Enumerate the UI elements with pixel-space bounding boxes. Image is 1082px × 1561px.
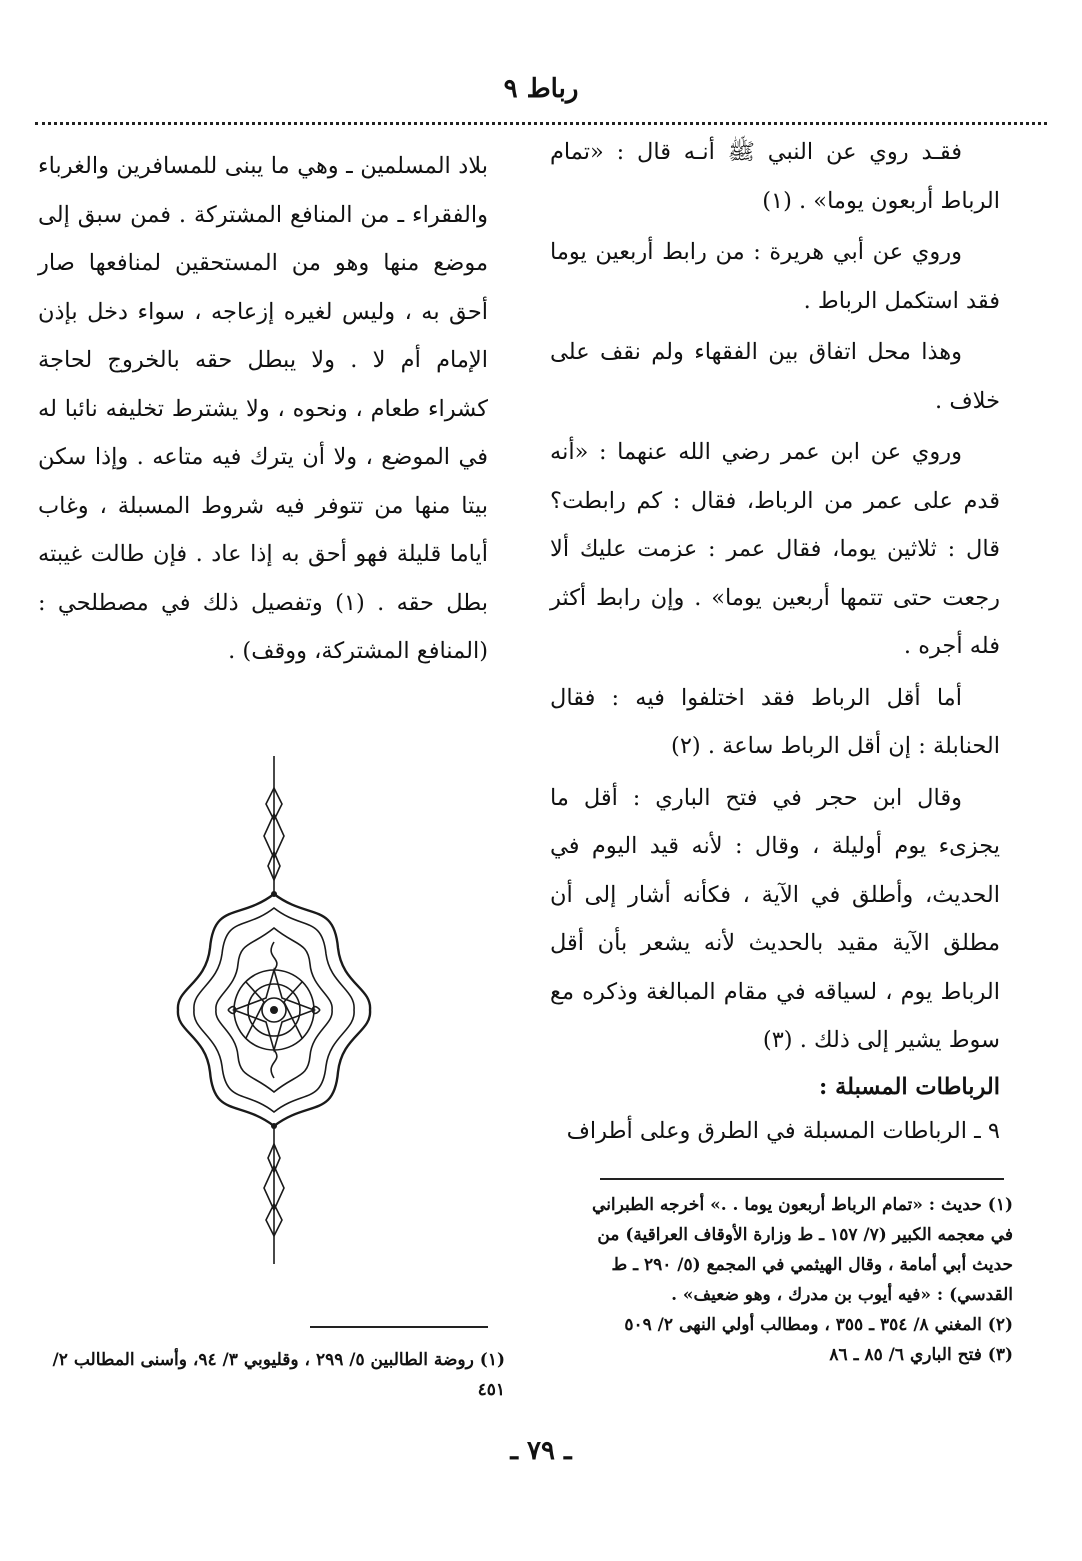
footnote-divider xyxy=(310,1326,488,1328)
footnotes-left xyxy=(50,1345,505,1405)
footnote: (١) روضة الطالبين ٥/ ٢٩٩ ، وقليوبي ٣/ ٩٤، وأسنى المطالب ٢/ ٤٥١ xyxy=(52,1350,505,1400)
paragraph: فقـد روي عن النبي ﷺ أنـه قال : «تمام الرباط أربعون يوما» . (١) xyxy=(550,139,1000,214)
page-number: ـ ٧٩ ـ xyxy=(510,1436,572,1466)
footnote: (٢) المغني ٨/ ٣٥٤ ـ ٣٥٥ ، ومطالب أولي النهى ٢/ ٥٠٩ xyxy=(624,1315,1013,1335)
paragraph: وهذا محل اتفاق بين الفقهاء ولم نقف على خلاف . xyxy=(550,339,1000,414)
section-start: ٩ ـ الرباطات المسبلة في الطرق وعلى أطراف xyxy=(566,1117,1000,1144)
footnotes-right xyxy=(565,1190,1013,1370)
arabesque-ornament-icon xyxy=(168,752,380,1272)
right-column xyxy=(550,128,1000,1153)
footnote: (٣) فتح الباري ٦/ ٨٥ ـ ٨٦ xyxy=(829,1345,1013,1365)
paragraph: بلاد المسلمين ـ وهي ما يبنى للمسافرين والغرباء والفقراء ـ من المنافع المشتركة . فمن سبق إلى موضع منها وهو من المستحقين لمنافعها صار أحق به ، وليس لغيره إزعاجه ، سواء دخل بإذن الإمام أم لا . ولا يبطل حقه بالخروج لحاجة كشراء طعام ، ونحوه ، ولا يشترط تخليفه نائبا له في الموضع ، ولا أن يترك فيه متاعه . وإذا سكن بيتا منها من تتوفر فيه شروط المسبلة ، وغاب أياما قليلة فهو أحق به إذا عاد . فإن طالت غيبته بطل حقه . (١) وتفصيل ذلك في مصطلحي : (المنافع المشتركة، ووقف) . xyxy=(38,153,488,664)
header-divider xyxy=(35,122,1047,125)
paragraph: وقال ابن حجر في فتح الباري : أقل ما يجزىء يوم أوليلة ، وقال : لأنه قيد اليوم في الحديث، وأطلق في الآية ، فكأنه أشار إلى أن مطلق الآية مقيد بالحديث لأنه يشعر بأن أقل الرباط يوم ، لسياقه في مقام المبالغة وذكره مع سوط يشير إلى ذلك . (٣) xyxy=(550,784,1000,1053)
footnote: (١) حديث : «تمام الرباط أربعون يوما . .» أخرجه الطبراني في معجمه الكبير (٧/ ١٥٧ ـ ط وزارة الأوقاف العراقية) من حديث أبي أمامة ، وقال الهيثمي في المجمع (٥/ ٢٩٠ ـ ط القدسي) : «فيه أيوب بن مدرك ، وهو ضعيف» . xyxy=(592,1195,1013,1305)
paragraph: وروي عن ابن عمر رضي الله عنهما : «أنه قدم على عمر من الرباط، فقال : كم رابطت؟ قال : ثلاثين يوما، فقال عمر : عزمت عليك ألا رجعت حتى تتمها أربعين يوما» . وإن رابط أكثر فله أجره . xyxy=(550,439,1000,659)
running-title: رباط ٩ xyxy=(503,74,579,104)
paragraph: أما أقل الرباط فقد اختلفوا فيه : فقال الحنابلة : إن أقل الرباط ساعة . (٢) xyxy=(550,684,1000,759)
footnote-divider xyxy=(600,1178,1004,1180)
left-column xyxy=(38,142,488,676)
paragraph: وروي عن أبي هريرة : من رابط أربعين يوما فقد استكمل الرباط . xyxy=(550,239,1000,314)
section-heading: الرباطات المسبلة : xyxy=(818,1073,1000,1100)
